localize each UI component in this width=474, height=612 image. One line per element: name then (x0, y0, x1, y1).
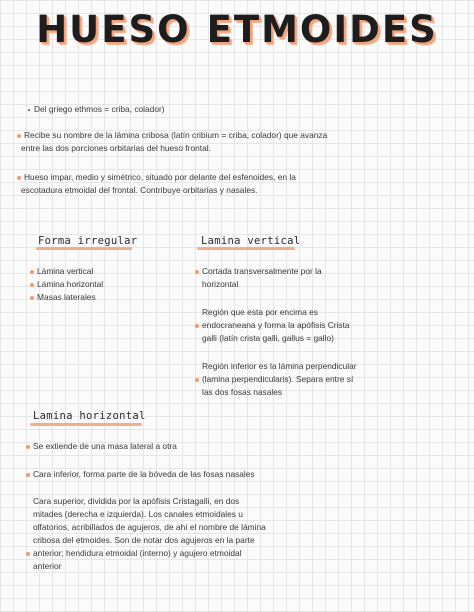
vertical-bullet-1 (195, 265, 322, 291)
list-item-label: Lámina vertical (37, 266, 94, 276)
vertical-text: endocraneana y forma la apófisis Crista (202, 320, 350, 330)
horizontal-bullet-2 (26, 468, 255, 481)
bullet-icon (195, 324, 199, 328)
forma-heading: Forma irregular (38, 235, 138, 247)
intro-paragraph-1 (28, 103, 165, 116)
list-item (30, 291, 103, 304)
horizontal-text: Cara inferior, forma parte de la bóveda de las fosas nasales (33, 469, 255, 479)
horizontal-bullet-1 (26, 440, 177, 453)
horizontal-heading: Lamina horizontal (33, 410, 146, 422)
horizontal-text: olfatorios, acribillados de agujeros, de ahí el nombre de lámina (33, 522, 266, 532)
heading-underline (30, 423, 142, 426)
bullet-icon (30, 270, 34, 274)
horizontal-text: Se extiende de una masa lateral a otra (33, 441, 177, 451)
bullet-icon (195, 270, 199, 274)
horizontal-text: anterior; hendidura etmoidal (interno) y agujero etmoidal (33, 548, 242, 558)
vertical-heading: Lamina vertical (201, 235, 301, 247)
vertical-text: Cortada transversalmente por la (202, 266, 322, 276)
vertical-text: galli (latín crista galli, gallus = gallo) (202, 333, 334, 343)
heading-underline (36, 247, 132, 250)
title-word-2: ETMOIDES (206, 8, 438, 51)
vertical-text: Región que esta por encima es (202, 307, 318, 317)
bullet-icon (26, 552, 30, 556)
list-item-label: Lámina horizontal (37, 279, 104, 289)
list-item (30, 265, 103, 278)
bullet-icon (26, 445, 30, 449)
list-item (30, 278, 103, 291)
heading-underline (197, 247, 295, 250)
horizontal-text: anterior (33, 561, 62, 571)
intro-paragraph-2 (17, 129, 327, 155)
vertical-bullet-3 (195, 360, 357, 399)
page-title (0, 8, 474, 51)
vertical-text: horizontal (202, 279, 239, 289)
horizontal-text: Cara superior, dividida por la apófisis Cristagalli, en dos (33, 496, 240, 506)
vertical-bullet-2 (195, 306, 350, 345)
vertical-text: (lamina perpendicularis). Separa entre sí (202, 374, 354, 384)
vertical-text: Región inferior es la lámina perpendicular (202, 361, 357, 371)
intro-text-3b: escotadura etmoidal del frontal. Contribuye orbitarias y nasales. (21, 185, 258, 195)
intro-text-3a: Hueso impar, medio y simétrico, situado por delante del esfenoides, en la (24, 172, 296, 182)
bullet-icon (17, 134, 21, 138)
intro-paragraph-3 (17, 171, 296, 197)
horizontal-text: cribosa del etmoides. Son de notar dos agujeros en la parte (33, 535, 255, 545)
bullet-icon (30, 283, 34, 287)
list-item-label: Masas laterales (37, 292, 96, 302)
intro-text-1: Del griego ethmos = criba, colador) (34, 104, 165, 114)
bullet-dot-icon (28, 109, 30, 111)
bullet-icon (26, 473, 30, 477)
horizontal-text: mitades (derecha e izquierda). Los canales etmoidales u (33, 509, 243, 519)
title-word-1: HUESO (36, 8, 191, 51)
bullet-icon (17, 176, 21, 180)
horizontal-bullet-3 (26, 495, 266, 573)
bullet-icon (195, 378, 199, 382)
intro-text-2b: entre las dos porciones orbitarias del hueso frontal. (21, 143, 211, 153)
intro-text-2a: Recibe su nombre de la lámina cribosa (latín cribium = criba, colador) que avanza (24, 130, 328, 140)
forma-list (30, 265, 103, 304)
vertical-text: las dos fosas nasales (202, 387, 283, 397)
bullet-icon (30, 296, 34, 300)
